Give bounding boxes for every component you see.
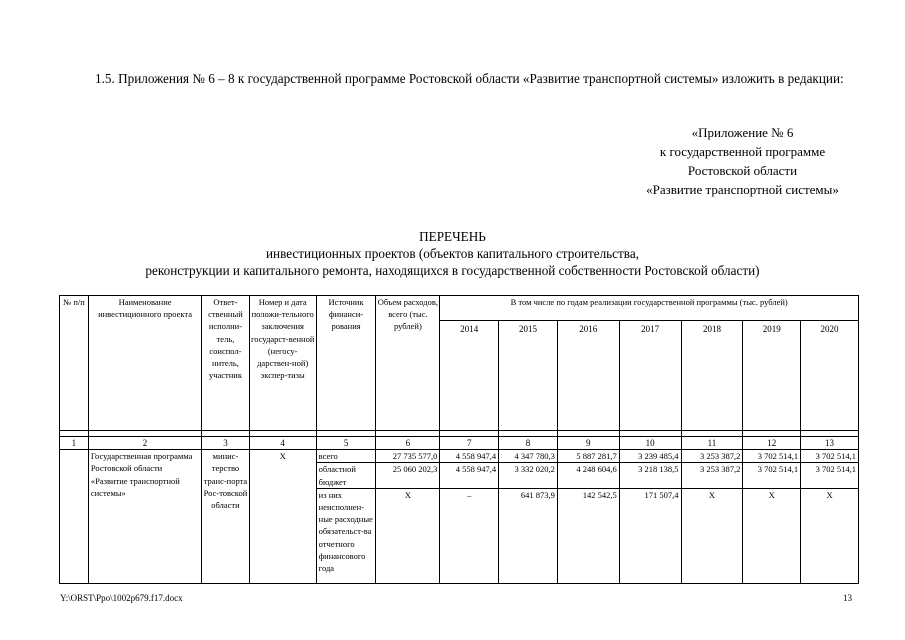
column-number: 11 <box>681 437 743 450</box>
funding-year-value: – <box>440 488 499 583</box>
funding-total: 27 735 577,0 <box>376 450 440 463</box>
funding-year-value: 142 542,5 <box>557 488 619 583</box>
column-number: 12 <box>743 437 801 450</box>
header-year: 2016 <box>557 321 619 431</box>
header-year: 2014 <box>440 321 499 431</box>
funding-total: 25 060 202,3 <box>376 463 440 488</box>
funding-year-value: 3 239 485,4 <box>619 450 681 463</box>
appendix-line: к государственной программе <box>659 144 826 159</box>
project-name: Государственная программа Ростовской области «Развитие транспортной системы» <box>88 450 201 584</box>
funding-source: областной бюджет <box>316 463 376 488</box>
funding-year-value: Х <box>801 488 859 583</box>
header-year: 2019 <box>743 321 801 431</box>
column-number: 3 <box>202 437 249 450</box>
funding-year-value: 3 702 514,1 <box>743 463 801 488</box>
funding-year-value: Х <box>743 488 801 583</box>
appendix-heading <box>560 123 905 199</box>
funding-year-value: Х <box>681 488 743 583</box>
header-year: 2017 <box>619 321 681 431</box>
column-number: 13 <box>801 437 859 450</box>
funding-year-value: 3 702 514,1 <box>801 450 859 463</box>
funding-year-value: 4 347 780,3 <box>499 450 558 463</box>
project-conclusion: Х <box>249 450 316 584</box>
header-source: Источник финанси-рования <box>316 296 376 431</box>
column-number: 10 <box>619 437 681 450</box>
appendix-line: «Приложение № 6 <box>691 125 794 140</box>
table-row <box>60 450 859 463</box>
header-years-group: В том числе по годам реализации государственной программы (тыс. рублей) <box>440 296 859 321</box>
funding-year-value: 3 702 514,1 <box>743 450 801 463</box>
header-conclusion: Номер и дата положи-тельного заключения государст-венной (негосу-дарствен-ной) экспер-тизы <box>249 296 316 431</box>
column-number: 9 <box>557 437 619 450</box>
header-num: № п/п <box>60 296 89 431</box>
project-num <box>60 450 89 584</box>
column-number: 4 <box>249 437 316 450</box>
column-number: 7 <box>440 437 499 450</box>
header-executor: Ответ-ственный исполни-тель, соиспол-нитель, участник <box>202 296 249 431</box>
list-subtitle-1: инвестиционных проектов (объектов капитального строительства, <box>265 246 640 261</box>
header-name: Наименование инвестиционного проекта <box>88 296 201 431</box>
investment-projects-table <box>59 295 859 584</box>
list-subtitle-2: реконструкции и капитального ремонта, находящихся в государственной собственности Ростовской области) <box>145 263 760 278</box>
funding-year-value: 5 887 281,7 <box>557 450 619 463</box>
funding-year-value: 3 702 514,1 <box>801 463 859 488</box>
column-number: 1 <box>60 437 89 450</box>
funding-year-value: 4 558 947,4 <box>440 463 499 488</box>
column-number: 2 <box>88 437 201 450</box>
funding-year-value: 4 558 947,4 <box>440 450 499 463</box>
funding-source: всего <box>316 450 376 463</box>
column-number: 6 <box>376 437 440 450</box>
funding-source: из них неисполнен-ные расходные обязательст-ва отчетного финансового года <box>316 488 376 583</box>
funding-year-value: 171 507,4 <box>619 488 681 583</box>
header-volume: Объем расходов, всего (тыс. рублей) <box>376 296 440 431</box>
funding-year-value: 3 218 138,5 <box>619 463 681 488</box>
column-number: 8 <box>499 437 558 450</box>
column-number: 5 <box>316 437 376 450</box>
footer-page-number: 13 <box>843 593 852 603</box>
funding-total: Х <box>376 488 440 583</box>
header-year: 2015 <box>499 321 558 431</box>
header-year: 2020 <box>801 321 859 431</box>
appendix-line: «Развитие транспортной системы» <box>646 182 839 197</box>
funding-year-value: 3 332 020,2 <box>499 463 558 488</box>
intro-paragraph: 1.5. Приложения № 6 – 8 к государственной программе Ростовской области «Развитие транспортной системы» изложить в редакции: <box>95 71 844 86</box>
footer-file-path: Y:\ORST\Ppo\1002p679.f17.docx <box>60 593 183 603</box>
funding-year-value: 3 253 387,2 <box>681 463 743 488</box>
funding-year-value: 641 873,9 <box>499 488 558 583</box>
funding-year-value: 3 253 387,2 <box>681 450 743 463</box>
header-year: 2018 <box>681 321 743 431</box>
list-title: ПЕРЕЧЕНЬ <box>419 229 486 244</box>
appendix-line: Ростовской области <box>687 163 798 178</box>
funding-year-value: 4 248 604,6 <box>557 463 619 488</box>
project-executor: минис-терство транс-порта Рос-товской области <box>202 450 249 584</box>
